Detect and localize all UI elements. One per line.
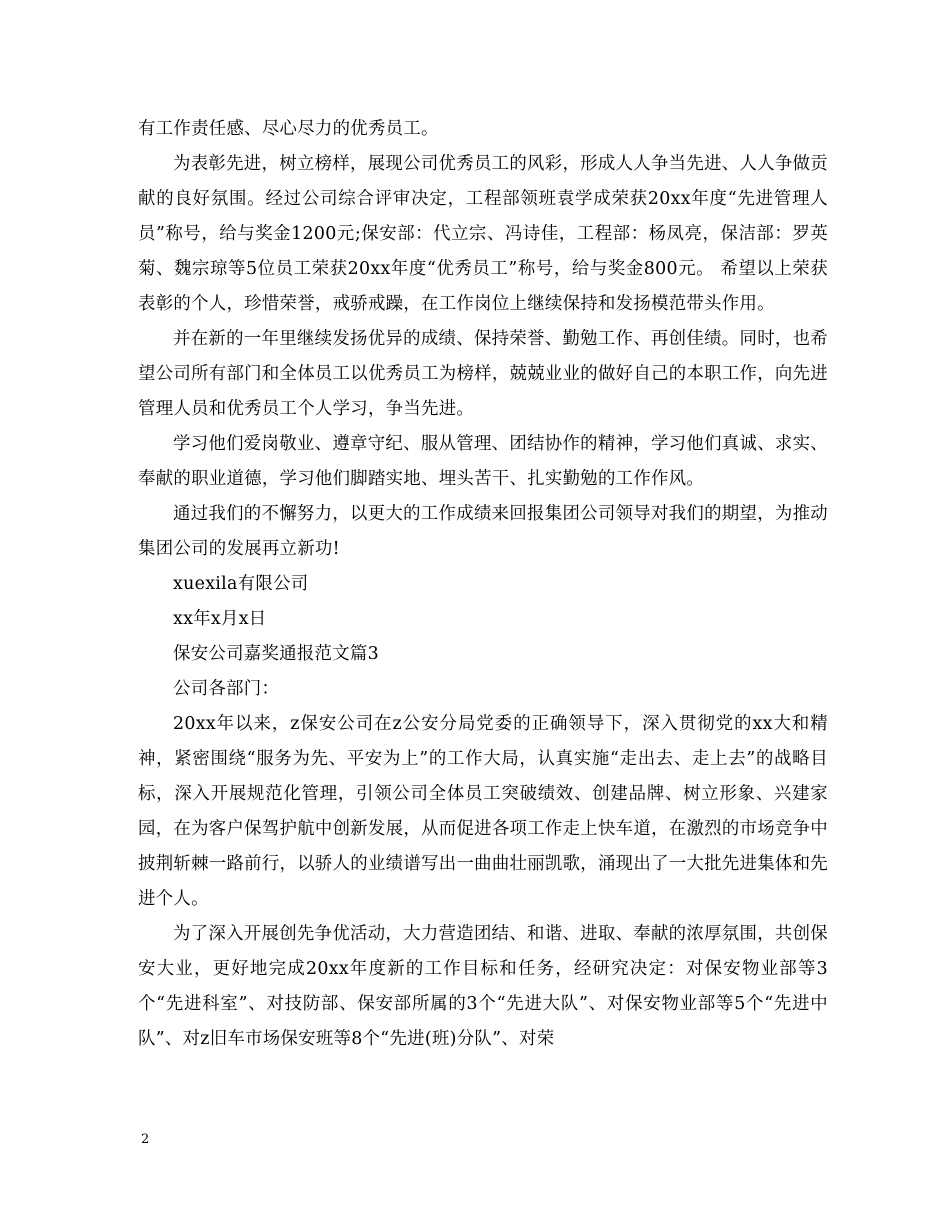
paragraph-learning: 学习他们爱岗敬业、遵章守纪、服从管理、团结协作的精神，学习他们真诚、求实、奉献的职业道德，学习他们脚踏实地、埋头苦干、扎实勤勉的工作作风。 xyxy=(138,434,828,489)
paragraph-commendation: 为表彰先进，树立榜样，展现公司优秀员工的风彩，形成人人争当先进、人人争做贡献的良好氛围。经过公司综合评审决定，工程部领班袁学成荣获20xx年度“先进管理人员”称号，给与奖金1200元;保安部：代立宗、冯诗佳，工程部：杨凤亮，保洁部：罗英菊、魏宗琼等5位员工荣获20xx年度“优秀员工”称号，给与奖金800元。 希望以上荣获表彰的个人，珍惜荣誉，戒骄戒躁，在工作岗位上继续保持和发扬模范带头作用。 xyxy=(138,154,828,314)
paragraph-closing: 通过我们的不懈努力，以更大的工作成绩来回报集团公司领导对我们的期望，为推动集团公司的发展再立新功! xyxy=(138,504,828,559)
page-number: 2 xyxy=(141,1132,150,1147)
salutation: 公司各部门： xyxy=(173,679,280,699)
paragraph-achievements: 20xx年以来，z保安公司在z公安分局党委的正确领导下，深入贯彻党的xx大和精神，紧密围绕“服务为先、平安为上”的工作大局，认真实施“走出去、走上去”的战略目标，深入开展规范化管理，引领公司全体员工突破绩效、创建品牌、树立形象、兴建家园，在为客户保驾护航中创新发展，从而促进各项工作走上快车道，在激烈的市场竞争中披荆斩棘一路前行，以骄人的业绩谱写出一曲曲壮丽凯歌，涌现出了一大批先进集体和先进个人。 xyxy=(138,714,828,909)
paragraph-decision: 为了深入开展创先争优活动，大力营造团结、和谐、进取、奉献的浓厚氛围，共创保安大业，更好地完成20xx年度新的工作目标和任务，经研究决定：对保安物业部等3个“先进科室”、对技防部、保安部所属的3个“先进大队”、对保安物业部等5个“先进中队”、对z旧车市场保安班等8个“先进(班)分队”、对荣 xyxy=(138,924,828,1049)
document-body xyxy=(138,112,828,1057)
signature-company: xuexila有限公司 xyxy=(173,574,309,594)
section-heading: 保安公司嘉奖通报范文篇3 xyxy=(173,644,379,664)
paragraph-continuation: 有工作责任感、尽心尽力的优秀员工。 xyxy=(138,119,439,139)
signature-date: xx年x月x日 xyxy=(173,609,267,629)
paragraph-expectation: 并在新的一年里继续发扬优异的成绩、保持荣誉、勤勉工作、再创佳绩。同时，也希望公司所有部门和全体员工以优秀员工为榜样，兢兢业业的做好自己的本职工作，向先进管理人员和优秀员工个人学习，争当先进。 xyxy=(138,329,828,419)
